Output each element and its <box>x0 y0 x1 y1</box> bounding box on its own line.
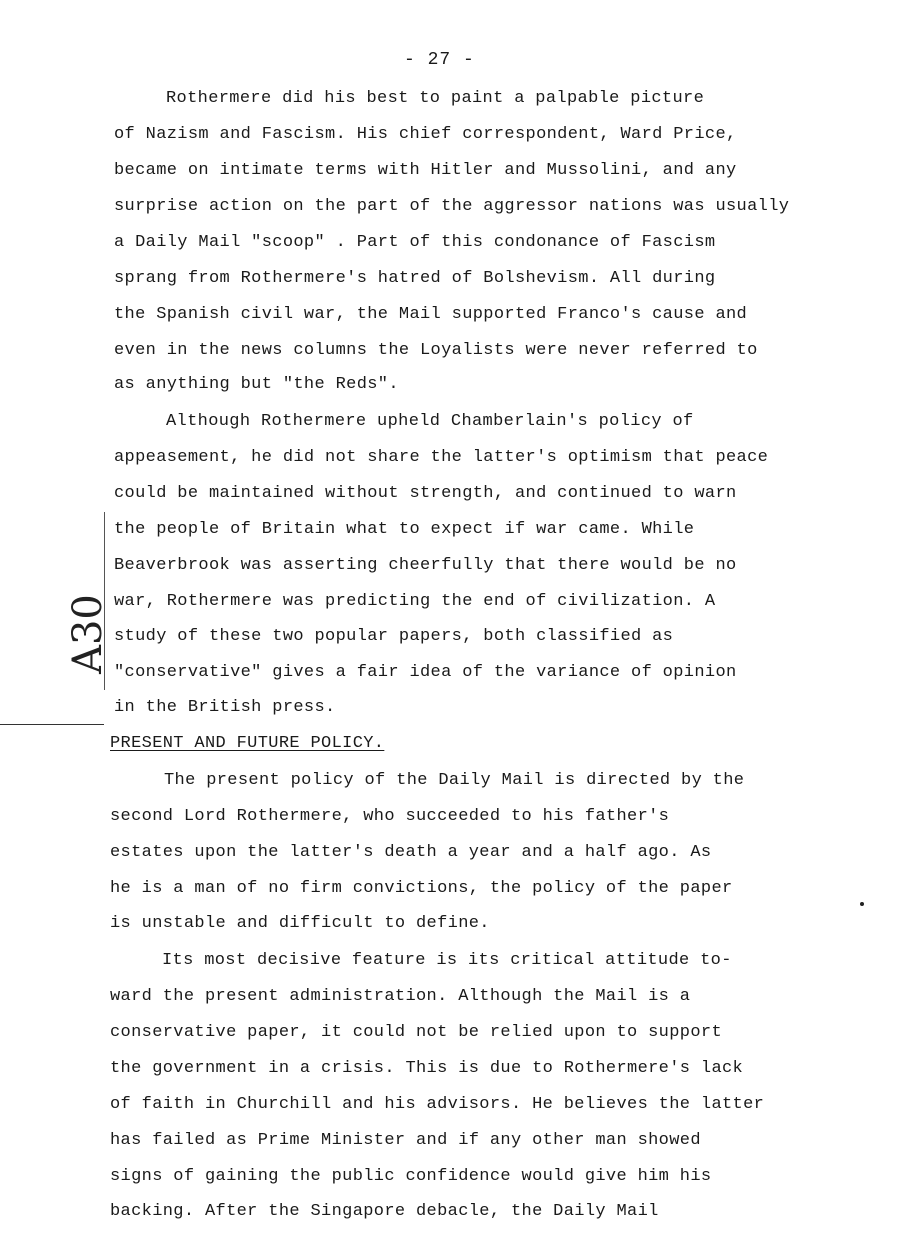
text-line: Rothermere did his best to paint a palpable picture <box>166 89 705 108</box>
text-line: a Daily Mail "scoop" . Part of this condonance of Fascism <box>114 233 716 252</box>
text-line: surprise action on the part of the aggressor nations was usually <box>114 197 790 216</box>
text-line: has failed as Prime Minister and if any other man showed <box>110 1131 701 1150</box>
text-line: of Nazism and Fascism. His chief correspondent, Ward Price, <box>114 125 737 144</box>
text-line: second Lord Rothermere, who succeeded to his father's <box>110 807 670 826</box>
text-line: "conservative" gives a fair idea of the variance of opinion <box>114 663 737 682</box>
text-line: the government in a crisis. This is due to Rothermere's lack <box>110 1059 744 1078</box>
text-line: the Spanish civil war, the Mail supported Franco's cause and <box>114 305 748 324</box>
text-line: of faith in Churchill and his advisors. He believes the latter <box>110 1095 765 1114</box>
text-line: as anything but "the Reds". <box>114 375 399 394</box>
handwritten-margin-annotation: A30 <box>65 594 111 674</box>
text-line: became on intimate terms with Hitler and Mussolini, and any <box>114 161 737 180</box>
page-number: - 27 - <box>404 50 475 70</box>
text-line: the people of Britain what to expect if war came. While <box>114 520 695 539</box>
text-line: estates upon the latter's death a year and a half ago. As <box>110 843 712 862</box>
text-line: Its most decisive feature is its critical attitude to- <box>162 951 732 970</box>
margin-rule <box>0 724 104 725</box>
text-line: conservative paper, it could not be relied upon to support <box>110 1023 722 1042</box>
text-line: could be maintained without strength, and continued to warn <box>114 484 737 503</box>
text-line: signs of gaining the public confidence would give him his <box>110 1167 712 1186</box>
text-line: he is a man of no firm convictions, the policy of the paper <box>110 879 733 898</box>
text-line: The present policy of the Daily Mail is directed by the <box>164 771 745 790</box>
text-line: even in the news columns the Loyalists were never referred to <box>114 341 758 360</box>
text-line: sprang from Rothermere's hatred of Bolshevism. All during <box>114 269 716 288</box>
margin-bracket <box>104 512 106 690</box>
ink-speck <box>860 902 864 906</box>
text-line: war, Rothermere was predicting the end of civilization. A <box>114 592 716 611</box>
text-line: is unstable and difficult to define. <box>110 914 490 933</box>
text-line: Beaverbrook was asserting cheerfully that there would be no <box>114 556 737 575</box>
section-heading: PRESENT AND FUTURE POLICY. <box>110 734 385 753</box>
text-line: study of these two popular papers, both classified as <box>114 627 674 646</box>
text-line: appeasement, he did not share the latter's optimism that peace <box>114 448 769 467</box>
text-line: backing. After the Singapore debacle, the Daily Mail <box>110 1202 659 1221</box>
text-line: Although Rothermere upheld Chamberlain's policy of <box>166 412 694 431</box>
text-line: in the British press. <box>114 698 336 717</box>
text-line: ward the present administration. Although the Mail is a <box>110 987 691 1006</box>
